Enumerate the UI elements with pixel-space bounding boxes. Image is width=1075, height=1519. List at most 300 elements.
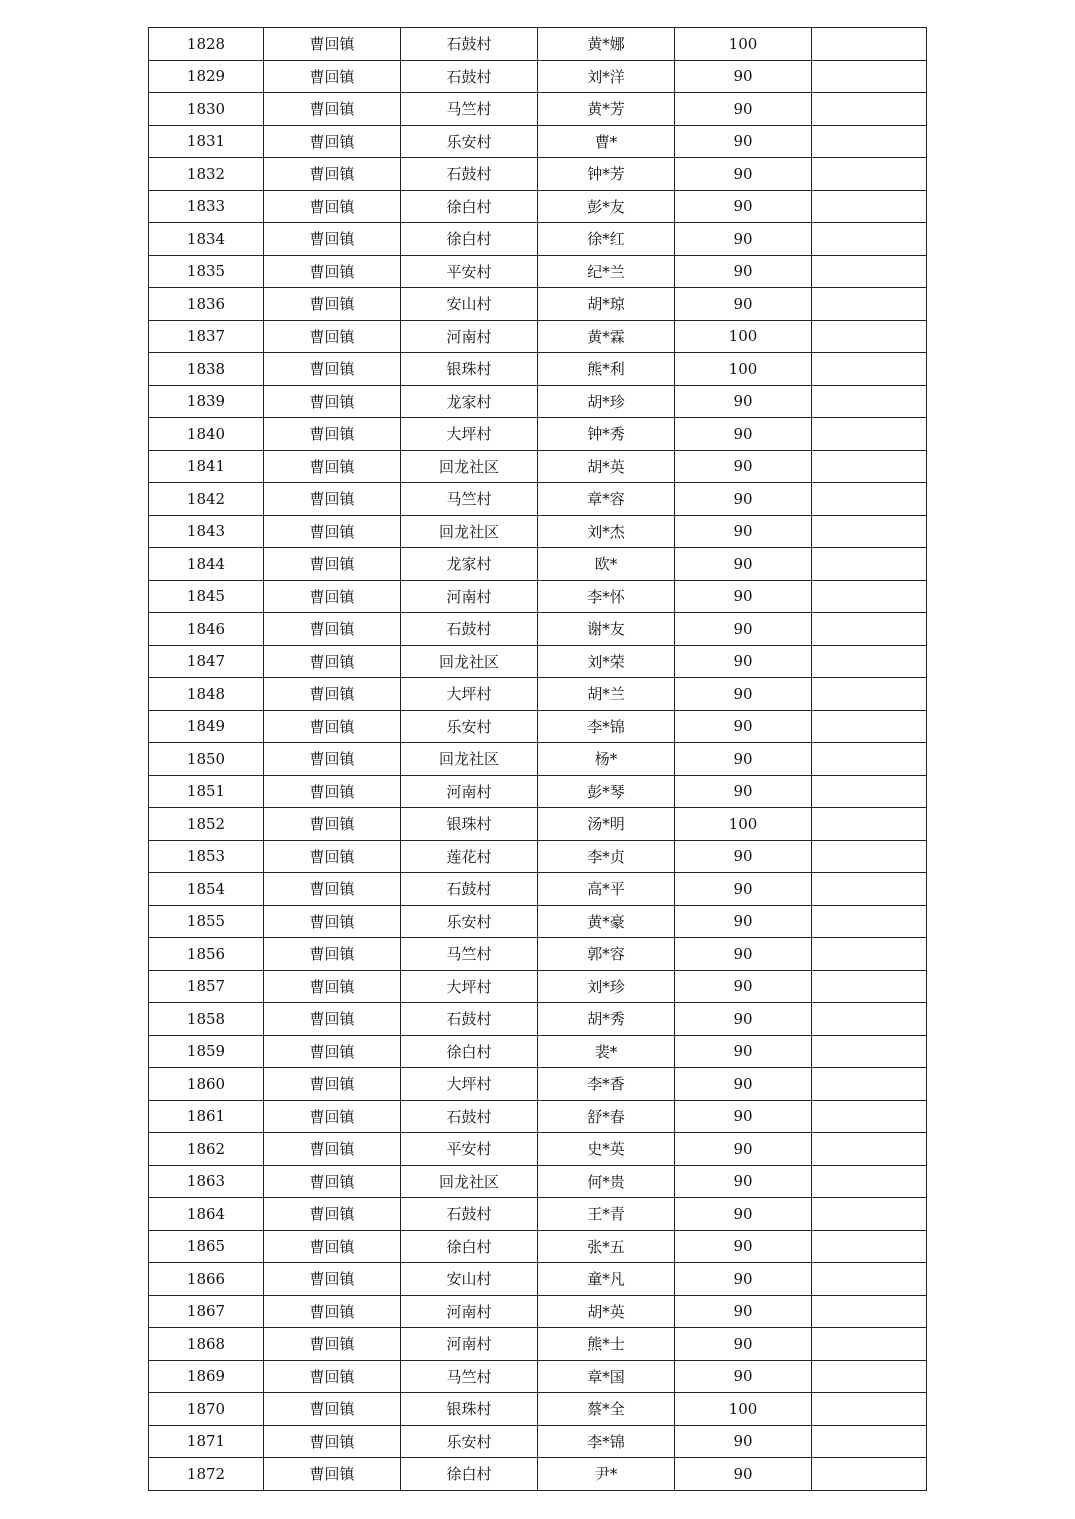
- serial-number-cell: 1836: [149, 288, 264, 321]
- name-cell: 徐*红: [538, 223, 675, 256]
- name-cell: 熊*利: [538, 353, 675, 386]
- table-row: [149, 1003, 927, 1036]
- name-cell: 李*锦: [538, 710, 675, 743]
- remark-cell: [812, 28, 927, 61]
- village-cell: 回龙社区: [401, 645, 538, 678]
- remark-cell: [812, 613, 927, 646]
- town-cell: 曹回镇: [264, 1458, 401, 1491]
- serial-number-cell: 1845: [149, 580, 264, 613]
- name-cell: 彭*琴: [538, 775, 675, 808]
- amount-cell: 90: [675, 1360, 812, 1393]
- table-row: [149, 1458, 927, 1491]
- amount-cell: 90: [675, 288, 812, 321]
- village-cell: 河南村: [401, 580, 538, 613]
- serial-number-cell: 1866: [149, 1263, 264, 1296]
- serial-number-cell: 1859: [149, 1035, 264, 1068]
- serial-number-cell: 1834: [149, 223, 264, 256]
- name-cell: 黄*娜: [538, 28, 675, 61]
- village-cell: 平安村: [401, 255, 538, 288]
- serial-number-cell: 1855: [149, 905, 264, 938]
- table-row: [149, 125, 927, 158]
- table-row: [149, 1230, 927, 1263]
- remark-cell: [812, 710, 927, 743]
- town-cell: 曹回镇: [264, 418, 401, 451]
- amount-cell: 90: [675, 1230, 812, 1263]
- table-row: [149, 613, 927, 646]
- remark-cell: [812, 1458, 927, 1491]
- table-row: [149, 288, 927, 321]
- table-row: [149, 580, 927, 613]
- name-cell: 黄*霖: [538, 320, 675, 353]
- table-row: [149, 1393, 927, 1426]
- remark-cell: [812, 1165, 927, 1198]
- serial-number-cell: 1842: [149, 483, 264, 516]
- table-row: [149, 938, 927, 971]
- serial-number-cell: 1838: [149, 353, 264, 386]
- name-cell: 黄*芳: [538, 93, 675, 126]
- serial-number-cell: 1856: [149, 938, 264, 971]
- serial-number-cell: 1863: [149, 1165, 264, 1198]
- serial-number-cell: 1868: [149, 1328, 264, 1361]
- name-cell: 钟*秀: [538, 418, 675, 451]
- amount-cell: 90: [675, 873, 812, 906]
- serial-number-cell: 1862: [149, 1133, 264, 1166]
- village-cell: 石鼓村: [401, 158, 538, 191]
- amount-cell: 100: [675, 1393, 812, 1426]
- remark-cell: [812, 775, 927, 808]
- table-row: [149, 1100, 927, 1133]
- amount-cell: 90: [675, 710, 812, 743]
- table-row: [149, 1133, 927, 1166]
- serial-number-cell: 1837: [149, 320, 264, 353]
- serial-number-cell: 1828: [149, 28, 264, 61]
- village-cell: 马竺村: [401, 938, 538, 971]
- name-cell: 刘*荣: [538, 645, 675, 678]
- name-cell: 钟*芳: [538, 158, 675, 191]
- village-cell: 马竺村: [401, 1360, 538, 1393]
- table-row: [149, 223, 927, 256]
- remark-cell: [812, 1230, 927, 1263]
- serial-number-cell: 1852: [149, 808, 264, 841]
- name-cell: 史*英: [538, 1133, 675, 1166]
- village-cell: 莲花村: [401, 840, 538, 873]
- remark-cell: [812, 970, 927, 1003]
- town-cell: 曹回镇: [264, 60, 401, 93]
- town-cell: 曹回镇: [264, 125, 401, 158]
- town-cell: 曹回镇: [264, 1035, 401, 1068]
- remark-cell: [812, 678, 927, 711]
- name-cell: 刘*洋: [538, 60, 675, 93]
- town-cell: 曹回镇: [264, 905, 401, 938]
- amount-cell: 90: [675, 1133, 812, 1166]
- remark-cell: [812, 158, 927, 191]
- amount-cell: 90: [675, 678, 812, 711]
- town-cell: 曹回镇: [264, 1068, 401, 1101]
- serial-number-cell: 1846: [149, 613, 264, 646]
- amount-cell: 90: [675, 190, 812, 223]
- amount-cell: 90: [675, 1425, 812, 1458]
- town-cell: 曹回镇: [264, 1425, 401, 1458]
- remark-cell: [812, 385, 927, 418]
- table-row: [149, 775, 927, 808]
- serial-number-cell: 1847: [149, 645, 264, 678]
- serial-number-cell: 1849: [149, 710, 264, 743]
- town-cell: 曹回镇: [264, 873, 401, 906]
- village-cell: 大坪村: [401, 418, 538, 451]
- remark-cell: [812, 255, 927, 288]
- remark-cell: [812, 905, 927, 938]
- table-row: [149, 515, 927, 548]
- table-row: [149, 808, 927, 841]
- name-cell: 胡*英: [538, 1295, 675, 1328]
- table-row: [149, 353, 927, 386]
- serial-number-cell: 1872: [149, 1458, 264, 1491]
- name-cell: 黄*豪: [538, 905, 675, 938]
- village-cell: 乐安村: [401, 125, 538, 158]
- name-cell: 李*香: [538, 1068, 675, 1101]
- amount-cell: 90: [675, 1003, 812, 1036]
- remark-cell: [812, 873, 927, 906]
- serial-number-cell: 1870: [149, 1393, 264, 1426]
- table-row: [149, 1263, 927, 1296]
- remark-cell: [812, 190, 927, 223]
- village-cell: 徐白村: [401, 1035, 538, 1068]
- remark-cell: [812, 645, 927, 678]
- remark-cell: [812, 1360, 927, 1393]
- town-cell: 曹回镇: [264, 840, 401, 873]
- village-cell: 乐安村: [401, 1425, 538, 1458]
- remark-cell: [812, 1198, 927, 1231]
- name-cell: 刘*珍: [538, 970, 675, 1003]
- village-cell: 徐白村: [401, 223, 538, 256]
- name-cell: 谢*友: [538, 613, 675, 646]
- remark-cell: [812, 450, 927, 483]
- town-cell: 曹回镇: [264, 1393, 401, 1426]
- village-cell: 石鼓村: [401, 28, 538, 61]
- remark-cell: [812, 320, 927, 353]
- name-cell: 胡*兰: [538, 678, 675, 711]
- remark-cell: [812, 743, 927, 776]
- amount-cell: 90: [675, 775, 812, 808]
- table-row: [149, 905, 927, 938]
- amount-cell: 90: [675, 1035, 812, 1068]
- name-cell: 章*国: [538, 1360, 675, 1393]
- village-cell: 银珠村: [401, 1393, 538, 1426]
- remark-cell: [812, 580, 927, 613]
- name-cell: 李*锦: [538, 1425, 675, 1458]
- town-cell: 曹回镇: [264, 970, 401, 1003]
- remark-cell: [812, 1263, 927, 1296]
- amount-cell: 90: [675, 1165, 812, 1198]
- town-cell: 曹回镇: [264, 808, 401, 841]
- table-row: [149, 970, 927, 1003]
- serial-number-cell: 1854: [149, 873, 264, 906]
- village-cell: 河南村: [401, 1295, 538, 1328]
- serial-number-cell: 1839: [149, 385, 264, 418]
- village-cell: 安山村: [401, 288, 538, 321]
- village-cell: 银珠村: [401, 353, 538, 386]
- town-cell: 曹回镇: [264, 1295, 401, 1328]
- amount-cell: 90: [675, 1068, 812, 1101]
- village-cell: 安山村: [401, 1263, 538, 1296]
- serial-number-cell: 1865: [149, 1230, 264, 1263]
- village-cell: 龙家村: [401, 385, 538, 418]
- village-cell: 平安村: [401, 1133, 538, 1166]
- name-cell: 曹*: [538, 125, 675, 158]
- town-cell: 曹回镇: [264, 255, 401, 288]
- village-cell: 乐安村: [401, 905, 538, 938]
- name-cell: 何*贵: [538, 1165, 675, 1198]
- remark-cell: [812, 515, 927, 548]
- name-cell: 胡*琼: [538, 288, 675, 321]
- table-row: [149, 840, 927, 873]
- serial-number-cell: 1840: [149, 418, 264, 451]
- roster-table-body: [149, 28, 927, 1491]
- amount-cell: 90: [675, 158, 812, 191]
- remark-cell: [812, 1068, 927, 1101]
- name-cell: 李*贞: [538, 840, 675, 873]
- village-cell: 回龙社区: [401, 515, 538, 548]
- town-cell: 曹回镇: [264, 223, 401, 256]
- village-cell: 回龙社区: [401, 743, 538, 776]
- town-cell: 曹回镇: [264, 1165, 401, 1198]
- amount-cell: 90: [675, 1458, 812, 1491]
- remark-cell: [812, 288, 927, 321]
- remark-cell: [812, 840, 927, 873]
- table-row: [149, 873, 927, 906]
- town-cell: 曹回镇: [264, 678, 401, 711]
- town-cell: 曹回镇: [264, 385, 401, 418]
- remark-cell: [812, 1328, 927, 1361]
- roster-table: [148, 27, 927, 1491]
- amount-cell: 90: [675, 840, 812, 873]
- town-cell: 曹回镇: [264, 1263, 401, 1296]
- amount-cell: 90: [675, 450, 812, 483]
- amount-cell: 90: [675, 613, 812, 646]
- town-cell: 曹回镇: [264, 93, 401, 126]
- remark-cell: [812, 1393, 927, 1426]
- serial-number-cell: 1843: [149, 515, 264, 548]
- village-cell: 回龙社区: [401, 1165, 538, 1198]
- town-cell: 曹回镇: [264, 353, 401, 386]
- amount-cell: 90: [675, 515, 812, 548]
- table-row: [149, 1328, 927, 1361]
- town-cell: 曹回镇: [264, 1230, 401, 1263]
- amount-cell: 90: [675, 385, 812, 418]
- amount-cell: 90: [675, 645, 812, 678]
- town-cell: 曹回镇: [264, 580, 401, 613]
- village-cell: 大坪村: [401, 1068, 538, 1101]
- name-cell: 胡*秀: [538, 1003, 675, 1036]
- amount-cell: 90: [675, 970, 812, 1003]
- amount-cell: 90: [675, 255, 812, 288]
- village-cell: 河南村: [401, 775, 538, 808]
- village-cell: 大坪村: [401, 678, 538, 711]
- remark-cell: [812, 93, 927, 126]
- town-cell: 曹回镇: [264, 548, 401, 581]
- table-row: [149, 1068, 927, 1101]
- village-cell: 河南村: [401, 1328, 538, 1361]
- village-cell: 石鼓村: [401, 1198, 538, 1231]
- village-cell: 龙家村: [401, 548, 538, 581]
- name-cell: 张*五: [538, 1230, 675, 1263]
- serial-number-cell: 1835: [149, 255, 264, 288]
- town-cell: 曹回镇: [264, 320, 401, 353]
- town-cell: 曹回镇: [264, 190, 401, 223]
- name-cell: 高*平: [538, 873, 675, 906]
- name-cell: 彭*友: [538, 190, 675, 223]
- name-cell: 舒*春: [538, 1100, 675, 1133]
- village-cell: 石鼓村: [401, 613, 538, 646]
- table-row: [149, 678, 927, 711]
- serial-number-cell: 1848: [149, 678, 264, 711]
- village-cell: 徐白村: [401, 1230, 538, 1263]
- town-cell: 曹回镇: [264, 1198, 401, 1231]
- serial-number-cell: 1833: [149, 190, 264, 223]
- remark-cell: [812, 938, 927, 971]
- village-cell: 银珠村: [401, 808, 538, 841]
- name-cell: 童*凡: [538, 1263, 675, 1296]
- name-cell: 杨*: [538, 743, 675, 776]
- table-row: [149, 1295, 927, 1328]
- village-cell: 河南村: [401, 320, 538, 353]
- amount-cell: 100: [675, 353, 812, 386]
- name-cell: 蔡*全: [538, 1393, 675, 1426]
- amount-cell: 90: [675, 223, 812, 256]
- table-row: [149, 1198, 927, 1231]
- village-cell: 石鼓村: [401, 873, 538, 906]
- remark-cell: [812, 125, 927, 158]
- village-cell: 石鼓村: [401, 1100, 538, 1133]
- table-row: [149, 645, 927, 678]
- table-row: [149, 548, 927, 581]
- remark-cell: [812, 808, 927, 841]
- serial-number-cell: 1831: [149, 125, 264, 158]
- amount-cell: 100: [675, 320, 812, 353]
- name-cell: 欧*: [538, 548, 675, 581]
- amount-cell: 90: [675, 905, 812, 938]
- remark-cell: [812, 1295, 927, 1328]
- name-cell: 李*怀: [538, 580, 675, 613]
- serial-number-cell: 1830: [149, 93, 264, 126]
- town-cell: 曹回镇: [264, 1003, 401, 1036]
- amount-cell: 90: [675, 743, 812, 776]
- serial-number-cell: 1853: [149, 840, 264, 873]
- table-row: [149, 1425, 927, 1458]
- name-cell: 胡*英: [538, 450, 675, 483]
- town-cell: 曹回镇: [264, 450, 401, 483]
- amount-cell: 100: [675, 28, 812, 61]
- name-cell: 章*容: [538, 483, 675, 516]
- remark-cell: [812, 1100, 927, 1133]
- village-cell: 石鼓村: [401, 60, 538, 93]
- serial-number-cell: 1861: [149, 1100, 264, 1133]
- table-row: [149, 1165, 927, 1198]
- name-cell: 纪*兰: [538, 255, 675, 288]
- town-cell: 曹回镇: [264, 938, 401, 971]
- village-cell: 马竺村: [401, 483, 538, 516]
- remark-cell: [812, 483, 927, 516]
- name-cell: 刘*杰: [538, 515, 675, 548]
- amount-cell: 90: [675, 418, 812, 451]
- name-cell: 郭*容: [538, 938, 675, 971]
- town-cell: 曹回镇: [264, 1133, 401, 1166]
- remark-cell: [812, 1035, 927, 1068]
- amount-cell: 90: [675, 93, 812, 126]
- remark-cell: [812, 1003, 927, 1036]
- name-cell: 胡*珍: [538, 385, 675, 418]
- table-row: [149, 1035, 927, 1068]
- serial-number-cell: 1867: [149, 1295, 264, 1328]
- serial-number-cell: 1829: [149, 60, 264, 93]
- town-cell: 曹回镇: [264, 1360, 401, 1393]
- remark-cell: [812, 60, 927, 93]
- table-row: [149, 385, 927, 418]
- serial-number-cell: 1864: [149, 1198, 264, 1231]
- village-cell: 乐安村: [401, 710, 538, 743]
- town-cell: 曹回镇: [264, 158, 401, 191]
- amount-cell: 90: [675, 938, 812, 971]
- village-cell: 回龙社区: [401, 450, 538, 483]
- serial-number-cell: 1857: [149, 970, 264, 1003]
- serial-number-cell: 1860: [149, 1068, 264, 1101]
- table-row: [149, 743, 927, 776]
- amount-cell: 90: [675, 548, 812, 581]
- serial-number-cell: 1851: [149, 775, 264, 808]
- village-cell: 大坪村: [401, 970, 538, 1003]
- table-row: [149, 28, 927, 61]
- town-cell: 曹回镇: [264, 28, 401, 61]
- name-cell: 裴*: [538, 1035, 675, 1068]
- village-cell: 徐白村: [401, 190, 538, 223]
- name-cell: 尹*: [538, 1458, 675, 1491]
- amount-cell: 90: [675, 1263, 812, 1296]
- amount-cell: 90: [675, 1328, 812, 1361]
- village-cell: 马竺村: [401, 93, 538, 126]
- remark-cell: [812, 1425, 927, 1458]
- amount-cell: 90: [675, 1198, 812, 1231]
- amount-cell: 100: [675, 808, 812, 841]
- name-cell: 熊*士: [538, 1328, 675, 1361]
- amount-cell: 90: [675, 483, 812, 516]
- name-cell: 王*青: [538, 1198, 675, 1231]
- serial-number-cell: 1871: [149, 1425, 264, 1458]
- serial-number-cell: 1832: [149, 158, 264, 191]
- serial-number-cell: 1869: [149, 1360, 264, 1393]
- amount-cell: 90: [675, 580, 812, 613]
- table-row: [149, 483, 927, 516]
- table-row: [149, 255, 927, 288]
- village-cell: 徐白村: [401, 1458, 538, 1491]
- town-cell: 曹回镇: [264, 645, 401, 678]
- town-cell: 曹回镇: [264, 288, 401, 321]
- town-cell: 曹回镇: [264, 1100, 401, 1133]
- table-row: [149, 190, 927, 223]
- remark-cell: [812, 548, 927, 581]
- table-row: [149, 93, 927, 126]
- amount-cell: 90: [675, 125, 812, 158]
- amount-cell: 90: [675, 60, 812, 93]
- table-row: [149, 1360, 927, 1393]
- town-cell: 曹回镇: [264, 743, 401, 776]
- town-cell: 曹回镇: [264, 775, 401, 808]
- town-cell: 曹回镇: [264, 515, 401, 548]
- table-row: [149, 450, 927, 483]
- serial-number-cell: 1850: [149, 743, 264, 776]
- table-row: [149, 710, 927, 743]
- serial-number-cell: 1844: [149, 548, 264, 581]
- town-cell: 曹回镇: [264, 613, 401, 646]
